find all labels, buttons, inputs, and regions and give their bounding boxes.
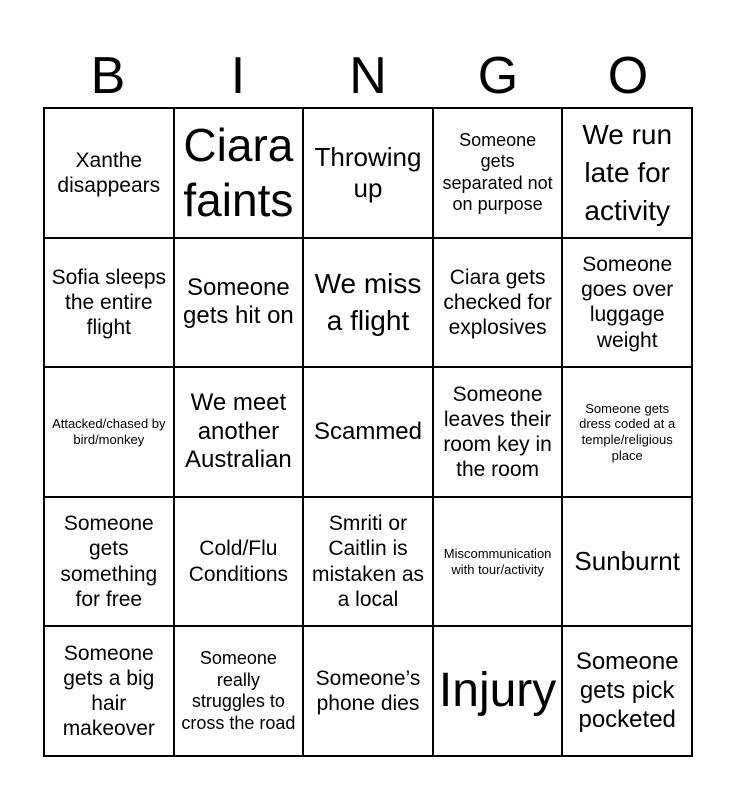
bingo-cell[interactable]: Miscommunication with tour/activity	[433, 497, 563, 627]
bingo-header	[43, 44, 693, 108]
bingo-cell[interactable]: We miss a flight	[303, 238, 433, 368]
header-letter-b: B	[90, 47, 126, 105]
bingo-cell[interactable]: Someone gets something for free	[44, 497, 174, 627]
bingo-cell[interactable]: Someone gets pick pocketed	[562, 626, 692, 756]
bingo-cell[interactable]: Injury	[433, 626, 563, 756]
bingo-cell[interactable]: We meet another Australian	[174, 367, 304, 497]
bingo-cell[interactable]: Xanthe disappears	[44, 108, 174, 238]
bingo-cell[interactable]: Someone gets a big hair makeover	[44, 626, 174, 756]
bingo-cell[interactable]: Sofia sleeps the entire flight	[44, 238, 174, 368]
header-letter-i: I	[230, 47, 246, 105]
header-letter-n: N	[349, 47, 387, 105]
bingo-cell[interactable]: We run late for activity	[562, 108, 692, 238]
header-letter-g: G	[477, 47, 519, 105]
bingo-cell[interactable]: Ciara gets checked for explosives	[433, 238, 563, 368]
bingo-cell[interactable]: Ciara faints	[174, 108, 304, 238]
bingo-cell[interactable]: Smriti or Caitlin is mistaken as a local	[303, 497, 433, 627]
bingo-cell[interactable]: Someone leaves their room key in the room	[433, 367, 563, 497]
bingo-cell[interactable]: Someone’s phone dies	[303, 626, 433, 756]
bingo-cell[interactable]: Throwing up	[303, 108, 433, 238]
bingo-cell[interactable]: Attacked/chased by bird/monkey	[44, 367, 174, 497]
bingo-cell[interactable]: Someone goes over luggage weight	[562, 238, 692, 368]
bingo-cell[interactable]: Someone gets separated not on purpose	[433, 108, 563, 238]
bingo-cell[interactable]: Someone gets hit on	[174, 238, 304, 368]
bingo-cell[interactable]: Someone gets dress coded at a temple/religious place	[562, 367, 692, 497]
header-letter-o: O	[607, 47, 649, 105]
bingo-cell[interactable]: Someone really struggles to cross the road	[174, 626, 304, 756]
bingo-cell[interactable]: Scammed	[303, 367, 433, 497]
bingo-cell[interactable]: Cold/Flu Conditions	[174, 497, 304, 627]
bingo-grid	[43, 107, 693, 757]
bingo-cell[interactable]: Sunburnt	[562, 497, 692, 627]
